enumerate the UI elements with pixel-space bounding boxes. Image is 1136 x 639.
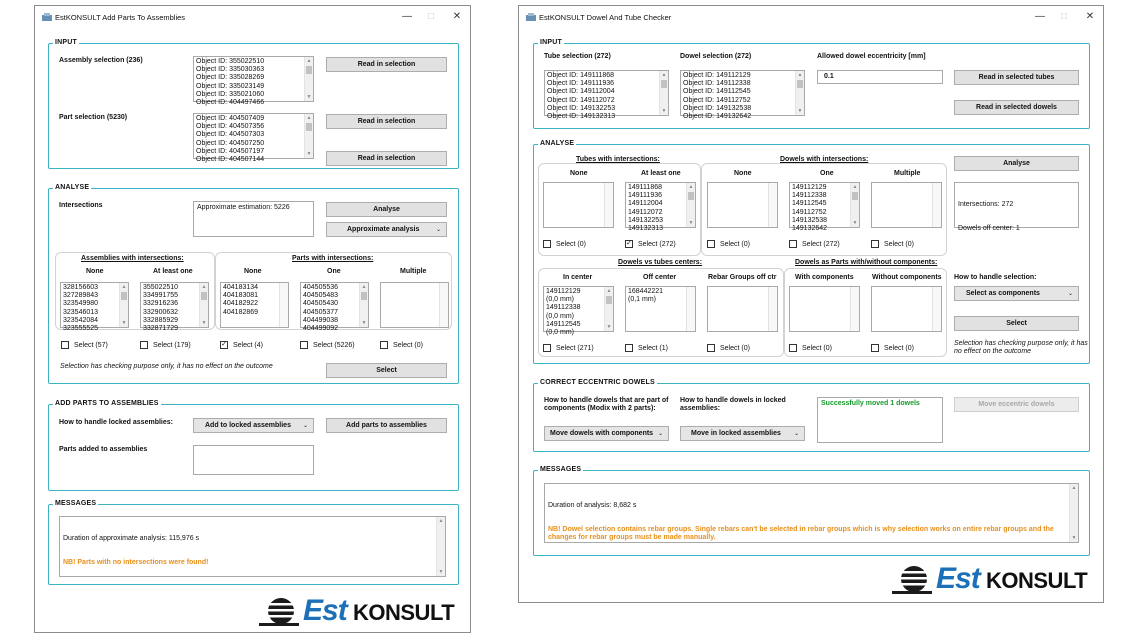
- locked-handling-label: How to handle dowels in locked assemblies:: [680, 397, 786, 412]
- col-rebar-groups: Rebar Groups off ctr: [708, 274, 777, 281]
- scroll-down-icon[interactable]: ▼: [438, 569, 444, 575]
- checkbox-label: Select (4): [233, 341, 263, 349]
- read-assembly-selection-button[interactable]: Read in selection: [326, 57, 447, 72]
- list-item[interactable]: 323549980: [63, 300, 99, 308]
- move-eccentric-dowels-button[interactable]: Move eccentric dowels: [954, 397, 1079, 412]
- chevron-down-icon: ⌄: [302, 423, 308, 429]
- estkonsult-logo: [259, 594, 459, 630]
- window-title: EstKONSULT Dowel And Tube Checker: [539, 13, 672, 22]
- correct-dowels-group-title: CORRECT ECCENTRIC DOWELS: [540, 379, 655, 386]
- add-parts-button[interactable]: Add parts to assemblies: [326, 418, 447, 433]
- checkbox-label: Select (272): [802, 240, 840, 248]
- col-dowels-multiple: Multiple: [894, 170, 921, 177]
- list-item[interactable]: Object ID: 149112129: [683, 72, 751, 79]
- part-selection-label: Part selection (5230): [59, 114, 128, 121]
- check-icon[interactable]: ✓: [221, 341, 227, 348]
- select-tubes-atleast-checkbox[interactable]: [625, 240, 676, 248]
- warning-message: NB! Dowel selection contains rebar groups. Single rebars can't be selected in rebar groups which is why selection works on entire rebar groups and the changes for rebar groups must be made manually.: [548, 526, 1056, 541]
- list-item[interactable]: 334991755: [143, 292, 179, 300]
- list-item[interactable]: 404182869: [223, 308, 259, 316]
- select-off-center-checkbox[interactable]: [625, 344, 668, 352]
- estkonsult-logo: [892, 562, 1097, 598]
- input-group-title: INPUT: [55, 39, 77, 46]
- list-item[interactable]: Object ID: 355022510: [196, 58, 265, 65]
- selection-note: Selection has checking purpose only, it has no effect on the outcome: [60, 363, 273, 370]
- list-item[interactable]: Object ID: 335028269: [196, 74, 265, 82]
- list-item[interactable]: 149112545: [546, 320, 581, 328]
- list-item[interactable]: 323555525: [63, 325, 99, 333]
- list-item[interactable]: 149132253: [628, 216, 664, 224]
- col-dowels-none: None: [734, 170, 752, 177]
- list-item[interactable]: 404499092: [303, 325, 339, 333]
- select-parts-one-checkbox[interactable]: [300, 341, 355, 349]
- list-item[interactable]: 149132642: [792, 225, 828, 233]
- tubes-none-list[interactable]: [543, 182, 614, 228]
- intersections-label: Intersections: [59, 202, 103, 209]
- checkbox-label: Select (0): [720, 240, 750, 248]
- list-item[interactable]: 404505483: [303, 292, 339, 300]
- analyse-group: [533, 140, 1090, 364]
- select-rebar-checkbox[interactable]: [707, 344, 750, 352]
- analyse-group-title: ANALYSE: [540, 140, 575, 147]
- components-handling-label: How to handle dowels that are part of components (Modix with 2 parts):: [544, 397, 669, 412]
- list-item[interactable]: Object ID: 335021060: [196, 90, 265, 98]
- scroll-up-icon[interactable]: ▲: [797, 72, 803, 78]
- scroll-down-icon[interactable]: ▼: [201, 320, 207, 326]
- message-line: Duration of analysis: 8,682 s: [548, 502, 637, 509]
- list-item[interactable]: Object ID: 404507250: [196, 139, 265, 147]
- dowel-selection-items: [683, 72, 793, 121]
- list-item[interactable]: Object ID: 149111936: [547, 80, 615, 88]
- dowels-components-header: Dowels as Parts with/without components:: [795, 259, 938, 266]
- logo-konsult: KONSULT: [353, 600, 455, 625]
- locked-handling-dropdown[interactable]: [680, 426, 805, 441]
- list-item[interactable]: Object ID: 404507144: [196, 156, 265, 164]
- analysis-mode-dropdown[interactable]: [326, 222, 447, 237]
- locked-assemblies-dropdown[interactable]: [193, 418, 314, 433]
- eccentricity-input[interactable]: 0.1: [817, 70, 943, 84]
- asm-none-list[interactable]: [60, 282, 129, 333]
- scroll-up-icon[interactable]: ▲: [201, 284, 207, 290]
- analyse-group-title: ANALYSE: [55, 184, 90, 191]
- list-item[interactable]: 404505536: [303, 284, 339, 291]
- list-item[interactable]: Object ID: 149132538: [683, 104, 752, 112]
- assembly-selection-list[interactable]: [193, 56, 314, 107]
- select-dowels-multiple-checkbox[interactable]: [871, 240, 914, 248]
- list-item[interactable]: Object ID: 404497466: [196, 99, 265, 107]
- tubes-with-intersections-header: Tubes with intersections:: [576, 156, 660, 163]
- logo-est: Est: [936, 562, 980, 595]
- select-without-components-checkbox[interactable]: [871, 344, 914, 352]
- scroll-up-icon[interactable]: ▲: [306, 58, 312, 64]
- list-item[interactable]: 149112072: [628, 208, 663, 216]
- scrollbar[interactable]: [439, 283, 448, 327]
- checkbox-label: Select (0): [884, 240, 914, 248]
- col-asm-atleast: At least one: [153, 268, 193, 275]
- scroll-down-icon[interactable]: ▼: [661, 108, 667, 114]
- part-selection-items: [196, 115, 302, 164]
- select-tubes-none-checkbox[interactable]: [543, 240, 586, 248]
- assembly-selection-label: Assembly selection (236): [59, 57, 143, 64]
- scrollbar[interactable]: [279, 283, 288, 327]
- select-dowels-none-checkbox[interactable]: [707, 240, 750, 248]
- dowel-selection-label: Dowel selection (272): [680, 53, 752, 60]
- select-parts-multiple-checkbox[interactable]: [380, 341, 423, 349]
- list-item[interactable]: 404183081: [223, 292, 259, 300]
- messages-textbox[interactable]: [59, 516, 446, 577]
- col-parts-one: One: [327, 268, 341, 275]
- checkbox-box[interactable]: [300, 341, 308, 349]
- add-parts-group-title: ADD PARTS TO ASSEMBLIES: [55, 400, 159, 407]
- checkbox-box[interactable]: [543, 344, 551, 352]
- scroll-up-icon[interactable]: ▲: [306, 115, 312, 121]
- list-item[interactable]: 149132538: [792, 216, 828, 224]
- select-dowels-one-checkbox[interactable]: [789, 240, 840, 248]
- chevron-down-icon: ⌄: [793, 431, 799, 437]
- checkbox-label: Select (0): [720, 344, 750, 352]
- scroll-down-icon[interactable]: ▼: [852, 220, 858, 226]
- close-button[interactable]: ✕: [452, 11, 462, 22]
- select-button[interactable]: Select: [326, 363, 447, 378]
- minimize-button[interactable]: —: [1035, 11, 1045, 22]
- scrollbar[interactable]: [359, 283, 368, 327]
- checkbox-box[interactable]: [543, 240, 551, 248]
- dowel-selection-list[interactable]: [680, 70, 805, 121]
- checkbox-label: Select (272): [638, 240, 676, 248]
- scrollbar[interactable]: [304, 57, 313, 101]
- warning-message: NB! Parts with no intersections were found!: [63, 559, 209, 566]
- analysis-mode-value: Approximate analysis: [347, 226, 420, 233]
- scrollbar[interactable]: [199, 283, 208, 327]
- select-parts-none-checkbox[interactable]: [220, 341, 263, 349]
- handle-selection-label: How to handle selection:: [954, 274, 1037, 281]
- parts-one-list[interactable]: [300, 282, 369, 333]
- scrollbar[interactable]: [932, 183, 941, 227]
- scrollbar[interactable]: [686, 183, 695, 227]
- checkbox-box[interactable]: [789, 240, 797, 248]
- select-in-center-checkbox[interactable]: [543, 344, 594, 352]
- scrollbar[interactable]: [932, 287, 941, 331]
- list-item[interactable]: (0,1 mm): [628, 296, 656, 304]
- asm-atleast-items: [143, 284, 197, 333]
- title-bar: [519, 6, 1103, 28]
- select-button[interactable]: Select: [954, 316, 1079, 331]
- app-icon: [42, 13, 52, 21]
- check-icon[interactable]: ✓: [626, 240, 632, 247]
- asm-atleast-list[interactable]: [140, 282, 209, 333]
- col-in-center: In center: [563, 274, 593, 281]
- locked-handling-value: Move in locked assemblies: [691, 430, 781, 437]
- checkbox-label: Select (0): [556, 240, 586, 248]
- list-item[interactable]: Object ID: 404507303: [196, 131, 265, 139]
- list-item[interactable]: 149111868: [628, 184, 662, 191]
- scroll-up-icon[interactable]: ▲: [1071, 485, 1077, 491]
- eccentricity-label: Allowed dowel eccentricity [mm]: [817, 53, 926, 60]
- list-item[interactable]: 404505430: [303, 300, 339, 308]
- window-title: EstKONSULT Add Parts To Assemblies: [55, 13, 186, 22]
- select-asm-atleast-checkbox[interactable]: [140, 341, 191, 349]
- scroll-down-icon[interactable]: ▼: [797, 108, 803, 114]
- scroll-down-icon[interactable]: ▼: [306, 151, 312, 157]
- minimize-button[interactable]: —: [402, 11, 412, 22]
- checkbox-box[interactable]: [140, 341, 148, 349]
- title-bar: [35, 6, 470, 28]
- parts-none-items: [223, 284, 277, 317]
- result-line: Dowels off center: 1: [958, 225, 1020, 232]
- checkbox-label: Select (179): [153, 341, 191, 349]
- checkbox-box[interactable]: [380, 341, 388, 349]
- scroll-up-icon[interactable]: ▲: [852, 184, 858, 190]
- scrollbar[interactable]: [768, 183, 777, 227]
- list-item[interactable]: Object ID: 149111868: [547, 72, 615, 79]
- list-item[interactable]: 149112338: [792, 192, 827, 200]
- read-dowels-button[interactable]: Read in selected dowels: [954, 100, 1079, 115]
- assembly-selection-items: [196, 58, 302, 107]
- scroll-down-icon[interactable]: ▼: [306, 94, 312, 100]
- col-parts-none: None: [244, 268, 262, 275]
- scroll-down-icon[interactable]: ▼: [688, 220, 694, 226]
- scroll-up-icon[interactable]: ▲: [606, 288, 612, 294]
- read-part-selection-button[interactable]: Read in selection: [326, 114, 447, 129]
- selection-note: Selection has checking purpose only, it has no effect on the outcome: [954, 340, 1088, 355]
- parts-added-textbox[interactable]: [193, 445, 314, 475]
- scrollbar[interactable]: [850, 287, 859, 331]
- list-item[interactable]: 323546013: [63, 308, 99, 316]
- checkbox-label: Select (271): [556, 344, 594, 352]
- list-item[interactable]: Object ID: 149132253: [547, 104, 616, 112]
- list-item[interactable]: (0,0 mm): [546, 312, 574, 320]
- logo-est: Est: [303, 594, 347, 627]
- read-part-selection-button[interactable]: Read in selection: [326, 151, 447, 166]
- scrollbar[interactable]: [1069, 484, 1078, 542]
- messages-textbox[interactable]: [544, 483, 1079, 543]
- scroll-up-icon[interactable]: ▲: [121, 284, 127, 290]
- handle-selection-value: Select as components: [966, 290, 1040, 297]
- col-tubes-none: None: [570, 170, 588, 177]
- list-item[interactable]: 149112338: [546, 304, 581, 312]
- list-item[interactable]: (0,0 mm): [546, 329, 574, 337]
- off-center-list[interactable]: [625, 286, 696, 332]
- col-dowels-one: One: [820, 170, 834, 177]
- list-item[interactable]: 168442221: [628, 288, 664, 295]
- dowels-multiple-list[interactable]: [871, 182, 942, 228]
- checkbox-box[interactable]: [789, 344, 797, 352]
- list-item[interactable]: 328156603: [63, 284, 99, 291]
- list-item[interactable]: Object ID: 149112545: [683, 88, 751, 96]
- handle-selection-dropdown[interactable]: [954, 286, 1079, 301]
- scrollbar[interactable]: [850, 183, 859, 227]
- list-item[interactable]: 404182922: [223, 300, 259, 308]
- select-with-components-checkbox[interactable]: [789, 344, 832, 352]
- dowels-none-list[interactable]: [707, 182, 778, 228]
- locked-assemblies-label: How to handle locked assemblies:: [59, 419, 173, 426]
- scroll-down-icon[interactable]: ▼: [606, 324, 612, 330]
- components-handling-dropdown[interactable]: [544, 426, 669, 441]
- in-center-items: [546, 288, 602, 337]
- scroll-up-icon[interactable]: ▲: [688, 184, 694, 190]
- list-item[interactable]: 149112129: [792, 184, 827, 191]
- scrollbar[interactable]: [768, 287, 777, 331]
- tube-selection-items: [547, 72, 657, 121]
- checkbox-label: Select (0): [802, 344, 832, 352]
- rebar-groups-list[interactable]: [707, 286, 778, 332]
- tubes-atleast-items: [628, 184, 684, 233]
- scroll-down-icon[interactable]: ▼: [1071, 535, 1077, 541]
- list-item[interactable]: Object ID: 149132313: [547, 113, 616, 121]
- scrollbar[interactable]: [604, 287, 613, 331]
- dowels-vs-tubes-header: Dowels vs tubes centers:: [618, 259, 703, 266]
- input-group: [533, 39, 1090, 129]
- input-group: [48, 39, 459, 169]
- checkbox-box[interactable]: [625, 344, 633, 352]
- messages-group: [533, 466, 1090, 556]
- dowel-tube-checker-window: [518, 5, 1104, 603]
- messages-group-title: MESSAGES: [55, 500, 97, 507]
- checkbox-box[interactable]: [871, 344, 879, 352]
- scrollbar[interactable]: [659, 71, 668, 115]
- scrollbar[interactable]: [604, 183, 613, 227]
- chevron-down-icon: ⌄: [1067, 291, 1073, 297]
- globe-icon: [259, 596, 299, 628]
- list-item[interactable]: Object ID: 149112004: [547, 88, 615, 96]
- list-item[interactable]: Object ID: 404507356: [196, 123, 265, 131]
- col-tubes-atleast: At least one: [641, 170, 681, 177]
- col-without-components: Without components: [872, 274, 942, 281]
- dowels-with-intersections-header: Dowels with intersections:: [780, 156, 869, 163]
- close-button[interactable]: ✕: [1085, 11, 1095, 22]
- list-item[interactable]: 404183134: [223, 284, 259, 291]
- analyse-group: [48, 184, 459, 384]
- tube-selection-list[interactable]: [544, 70, 669, 121]
- read-tubes-button[interactable]: Read in selected tubes: [954, 70, 1079, 85]
- logo-konsult: KONSULT: [986, 568, 1088, 593]
- scroll-up-icon[interactable]: ▲: [438, 518, 444, 524]
- scrollbar[interactable]: [119, 283, 128, 327]
- list-item[interactable]: 332885929: [143, 316, 179, 324]
- list-item[interactable]: 327289843: [63, 292, 99, 300]
- list-item[interactable]: 332871729: [143, 325, 179, 333]
- scrollbar[interactable]: [686, 287, 695, 331]
- list-item[interactable]: 332916236: [143, 300, 179, 308]
- parts-multiple-list[interactable]: [380, 282, 449, 328]
- parts-none-list[interactable]: [220, 282, 289, 328]
- checkbox-label: Select (0): [884, 344, 914, 352]
- analyse-button[interactable]: Analyse: [954, 156, 1079, 171]
- dowels-one-list[interactable]: [789, 182, 860, 233]
- chevron-down-icon: ⌄: [435, 227, 441, 233]
- globe-icon: [892, 564, 932, 596]
- list-item[interactable]: Object ID: 335023149: [196, 82, 265, 90]
- correction-status-textbox[interactable]: Successfully moved 1 dowels: [817, 397, 943, 443]
- list-item[interactable]: Object ID: 149132642: [683, 113, 752, 121]
- components-handling-value: Move dowels with components: [550, 430, 654, 437]
- app-icon: [526, 13, 536, 21]
- analyse-button[interactable]: Analyse: [326, 202, 447, 217]
- checkbox-label: Select (0): [393, 341, 423, 349]
- with-components-list[interactable]: [789, 286, 860, 332]
- list-item[interactable]: 355022510: [143, 284, 179, 291]
- off-center-items: [628, 288, 684, 304]
- list-item[interactable]: 149112545: [792, 200, 827, 208]
- asm-none-items: [63, 284, 117, 333]
- add-parts-group: [48, 400, 459, 491]
- list-item[interactable]: 149112004: [628, 200, 663, 208]
- scrollbar[interactable]: [304, 114, 313, 158]
- parts-one-items: [303, 284, 357, 333]
- scrollbar[interactable]: [795, 71, 804, 115]
- checkbox-box[interactable]: [707, 344, 715, 352]
- list-item[interactable]: 149111936: [628, 192, 662, 200]
- col-off-center: Off center: [643, 274, 677, 281]
- assemblies-with-intersections-header: Assemblies with intersections:: [81, 255, 184, 262]
- checkbox-box[interactable]: [871, 240, 879, 248]
- result-line: Intersections: 272: [958, 201, 1014, 208]
- list-item[interactable]: 149132313: [628, 225, 664, 233]
- without-components-list[interactable]: [871, 286, 942, 332]
- scrollbar[interactable]: [436, 517, 445, 576]
- checkbox-label: Select (5226): [313, 341, 355, 349]
- estimation-textbox[interactable]: Approximate estimation: 5226: [193, 201, 314, 237]
- dowels-one-items: [792, 184, 848, 233]
- input-group-title: INPUT: [540, 39, 562, 46]
- checkbox-box[interactable]: [61, 341, 69, 349]
- list-item[interactable]: Object ID: 335030363: [196, 66, 265, 74]
- scroll-up-icon[interactable]: ▲: [661, 72, 667, 78]
- list-item[interactable]: 149112129: [546, 288, 581, 295]
- list-item[interactable]: Object ID: 149112338: [683, 80, 751, 88]
- list-item[interactable]: Object ID: 404507197: [196, 147, 265, 155]
- scroll-down-icon[interactable]: ▼: [361, 320, 367, 326]
- col-asm-none: None: [86, 268, 104, 275]
- parts-added-label: Parts added to assemblies: [59, 446, 148, 453]
- scroll-down-icon[interactable]: ▼: [121, 320, 127, 326]
- checkbox-box[interactable]: [707, 240, 715, 248]
- list-item[interactable]: (0,0 mm): [546, 296, 574, 304]
- scroll-up-icon[interactable]: ▲: [361, 284, 367, 290]
- maximize-button[interactable]: □: [1060, 11, 1068, 22]
- list-item[interactable]: Object ID: 404507409: [196, 115, 265, 122]
- list-item[interactable]: Object ID: 149112752: [683, 96, 751, 104]
- add-parts-window: [34, 5, 471, 633]
- list-item[interactable]: 332900632: [143, 308, 179, 316]
- list-item[interactable]: 404505377: [303, 308, 339, 316]
- checkbox-label: Select (57): [74, 341, 108, 349]
- part-selection-list[interactable]: [193, 113, 314, 164]
- message-line: Duration of approximate analysis: 115,976 s: [63, 535, 200, 542]
- checkbox-label: Select (1): [638, 344, 668, 352]
- list-item[interactable]: 404499038: [303, 316, 339, 324]
- analysis-result-textbox[interactable]: [954, 182, 1079, 232]
- correct-dowels-group: [533, 379, 1090, 452]
- list-item[interactable]: 149112752: [792, 208, 827, 216]
- messages-group-title: MESSAGES: [540, 466, 582, 473]
- col-with-components: With components: [795, 274, 854, 281]
- locked-assemblies-value: Add to locked assemblies: [205, 422, 291, 429]
- list-item[interactable]: Object ID: 149112072: [547, 96, 615, 104]
- col-parts-multiple: Multiple: [400, 268, 427, 275]
- parts-with-intersections-header: Parts with intersections:: [292, 255, 374, 262]
- tubes-atleast-list[interactable]: [625, 182, 696, 233]
- maximize-button[interactable]: □: [427, 11, 435, 22]
- chevron-down-icon: ⌄: [657, 431, 663, 437]
- select-asm-none-checkbox[interactable]: [61, 341, 108, 349]
- messages-group: [48, 500, 459, 585]
- in-center-list[interactable]: [543, 286, 614, 337]
- list-item[interactable]: 323542084: [63, 316, 99, 324]
- tube-selection-label: Tube selection (272): [544, 53, 611, 60]
